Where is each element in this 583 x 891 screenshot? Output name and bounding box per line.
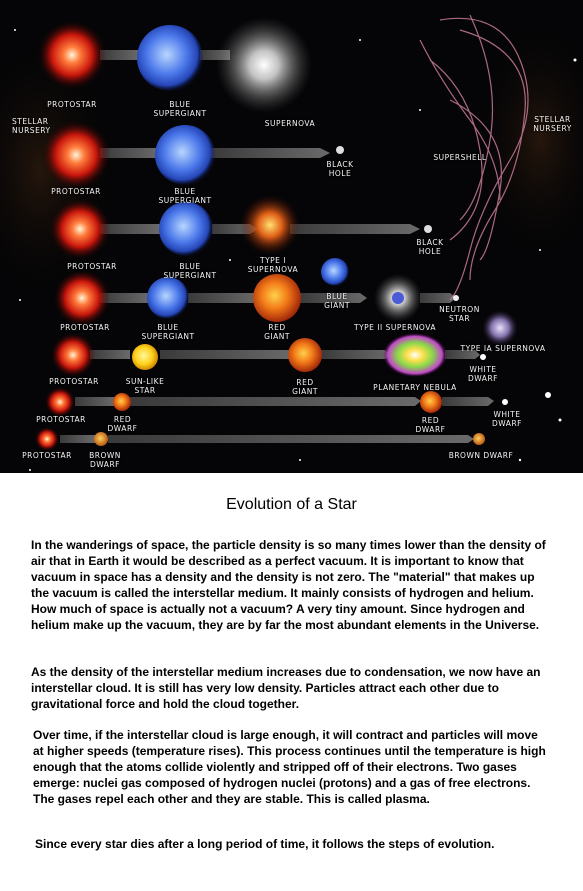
red-dwarf-1 [113,393,131,411]
neutron-star [453,295,459,301]
supernova [216,17,312,113]
label-protostar-2: PROTOSTAR [51,187,101,196]
black-hole-2 [424,225,432,233]
label-protostar-1: PROTOSTAR [47,100,97,109]
label-neutron-star: NEUTRON STAR [439,305,480,323]
blue-supergiant-2 [155,125,215,185]
label-blue-giant: BLUE GIANT [324,292,350,310]
protostar-1 [38,21,106,89]
label-brown-dwarf-1: BROWN DWARF [89,451,121,469]
red-giant-1 [253,274,301,322]
planetary-nebula [383,333,447,377]
blue-supergiant-4 [147,277,189,319]
blue-supergiant-3 [159,202,213,256]
label-white-dwarf-2: WHITE DWARF [492,410,522,428]
paragraph-4: Since every star dies after a long period of time, it follows the steps of evolution. [35,837,495,851]
label-red-dwarf-1: RED DWARF [107,415,138,433]
label-supernova: SUPERNOVA [264,119,316,128]
label-protostar-5: PROTOSTAR [49,377,99,386]
label-red-dwarf-2: RED DWARF [415,416,446,434]
sun-like-star [132,344,158,370]
label-blue-supergiant-3: BLUE SUPERGIANT [163,262,217,280]
protostar-3 [50,199,110,259]
label-stellar-nursery-left: STELLAR NURSERY [12,117,51,135]
label-brown-dwarf-2: BROWN DWARF [448,451,514,460]
label-planetary-nebula: PLANETARY NEBULA [373,383,457,392]
label-black-hole-2: BLACK HOLE [416,238,444,256]
label-stellar-nursery-right: STELLAR NURSERY [533,115,572,133]
protostar-7 [35,427,59,451]
protostar-4 [54,270,110,326]
blue-giant [321,258,349,286]
paragraph-2: As the density of the interstellar medium increases due to condensation, we now have an interstellar cloud. It is still has very low density. Particles attract each other due to gravitational force and hold the cloud together. [31,665,541,712]
label-type-ii-supernova: TYPE II SUPERNOVA [353,323,436,332]
red-dwarf-2 [420,391,442,413]
label-red-giant-2: RED GIANT [292,378,318,396]
paragraph-3: Over time, if the interstellar cloud is large enough, it will contract and particles will move at higher speeds (temperature rises). This process continues until the temperature is high enough that the atoms collide violently and stripped off of their electrons. Two gases emerge: nuclei gas composed of hydrogen nuclei (protons) and a gas of free electrons. The gases repel each other and they are stable. This is called plasma. [33,728,546,807]
label-red-giant-1: RED GIANT [264,323,290,341]
label-sun-like-star: SUN-LIKE STAR [125,377,165,395]
protostar-6 [45,387,75,417]
black-hole-1 [336,146,344,154]
label-protostar-4: PROTOSTAR [60,323,110,332]
label-blue-supergiant-1: BLUE SUPERGIANT [153,100,207,118]
page-title: Evolution of a Star [226,496,357,513]
brown-dwarf-2 [473,433,485,445]
label-protostar-7: PROTOSTAR [22,451,72,460]
label-supershell: SUPERSHELL [433,153,487,162]
protostar-5 [51,333,95,377]
paragraph-1: In the wanderings of space, the particle density is so many times lower than the density of air that in Earth it would be described as a perfect vacuum. It is important to know that vacuum in space has a density and the density is not zero. The "material" that makes up the vacuum is called the interstellar medium. It mainly consists of hydrogen and helium. How much of space is actually not a vacuum? A very tiny amount. Since hydrogen and helium make up the vacuum, they are by far the most abundant elements in the Universe. [31,538,546,633]
label-blue-supergiant-4: BLUE SUPERGIANT [141,323,195,341]
label-white-dwarf-1: WHITE DWARF [468,365,498,383]
label-black-hole-1: BLACK HOLE [326,160,354,178]
blue-supergiant-1 [137,25,203,91]
type-i-supernova [240,195,300,255]
red-giant-2 [288,338,322,372]
type-ia-supernova [482,310,518,346]
label-protostar-6: PROTOSTAR [36,415,86,424]
white-dwarf-2 [502,399,508,405]
label-type-ia-supernova: TYPE IA SUPERNOVA [460,344,546,353]
brown-dwarf-1 [94,432,108,446]
label-blue-supergiant-2: BLUE SUPERGIANT [158,187,212,205]
label-protostar-3: PROTOSTAR [67,262,117,271]
label-type-i-supernova: TYPE I SUPERNOVA [247,256,299,274]
white-dwarf-1 [480,354,486,360]
